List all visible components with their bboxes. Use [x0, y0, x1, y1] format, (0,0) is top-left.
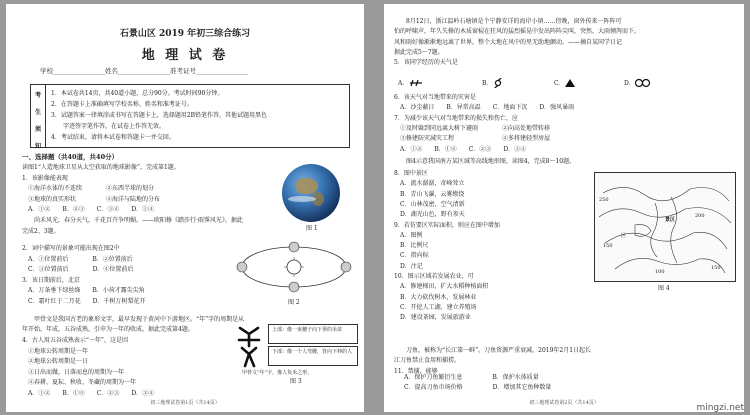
question-line: A．万条垂下绿丝绦 B．小荷才露尖尖角	[22, 287, 145, 295]
q11-option-cd: C．提高刀鱼市场价格 D．增加其它鱼种数量	[398, 384, 552, 391]
question-line: 江刀鱼禁止食用和捕捞。	[394, 357, 461, 365]
scenic-area-label: 景区	[665, 217, 676, 223]
question-line: 读图1“人造地球卫星从太空获取的地球影像”，完成第1题。	[22, 164, 180, 171]
q11-option-ab: A．保护刀鱼繁衍生息 B．保护水体质量	[398, 374, 539, 381]
question-line: 2．词中描写的景象可能出现在图2中	[22, 245, 120, 252]
contour-label: 150	[711, 265, 721, 271]
question-line: A．①② B．②③ C．③④ D．①④	[22, 206, 155, 214]
question-line: A．流水潺潺，奇峰耸立	[394, 180, 465, 188]
question-line: ③地球的真实形状 ④海洋与陆地的分布	[22, 195, 161, 203]
question-line: ③日出而做，日落而息的周期为一年	[22, 368, 125, 376]
page-1-footer: 初三地理试卷第1页（共14页）	[150, 400, 220, 406]
section-heading: 一、选择题（共40道，共40分）	[22, 153, 119, 161]
question-line: D．湖光山色，野有参天	[394, 211, 465, 219]
question-line: ③修建防灾减灾工程 ④多将建轻型房屋	[394, 135, 551, 143]
question-line: 据此完成5～7题。	[394, 48, 444, 56]
question-line: A．修建梯田，扩大水稻种植面积	[394, 283, 489, 291]
site-watermark: mingzi.net	[696, 403, 744, 413]
figure-3-note: 甲骨文“年”字，像人负禾之形。	[242, 370, 313, 376]
page-2	[384, 4, 744, 412]
contour-label: 150	[603, 243, 613, 249]
rain-symbol-icon	[408, 78, 424, 88]
q5-option-d: D．	[624, 80, 635, 87]
question-line: A．①位置前后 B．②位置前后	[22, 255, 133, 263]
subject-title: 地 理 试 卷	[141, 48, 229, 63]
question-line: 图4示意我国南方某区域等高线地形图，读图4，完成8～10题。	[394, 158, 576, 165]
question-line: C．山林茂密，空气清新	[394, 200, 465, 208]
question-line: 年开始。年成，五谷成熟，引申为一年的收成。据此完成第4题。	[22, 326, 194, 333]
question-line: C．开挖人工湖，建立养殖场	[394, 303, 477, 311]
question-line: 1．该影像能表现	[22, 174, 68, 182]
question-line: ④春耕、夏耘、秋收、冬藏的周期为一年	[22, 379, 137, 387]
page-2-footer: 初三地理试卷第2页（共14页）	[529, 400, 599, 406]
notice-label: 考 生 须 知	[31, 85, 46, 147]
question-line: A．①② B．①④ C．②③ D．③④	[394, 145, 527, 153]
notice-line: 3．试题答案一律填涂或书写在答题卡上，选择题用2B铅笔作答，其他试题用黑色	[51, 112, 268, 119]
notice-line: 4．考试结束，请将本试卷和答题卡一并交回。	[51, 134, 175, 141]
notice-box	[30, 84, 350, 148]
question-line: B．比例尺	[394, 242, 429, 250]
contour-label: 100	[655, 269, 665, 275]
question-line: 8．图中景区	[394, 170, 428, 177]
q5-option-c: C．	[554, 80, 565, 87]
figure-3-upper-note: 上部：像一束穗子向下垂的禾苗	[268, 324, 358, 344]
question-line: D．注记	[394, 262, 423, 270]
question-line: ①及时躲到同远离大树下避雨 ②向高处地带转移	[394, 124, 551, 132]
earth-image	[282, 164, 340, 222]
question-line: C．指向标	[394, 252, 429, 260]
contour-map	[594, 172, 736, 282]
question-line: D．建设茶园，发展旅游业	[394, 314, 471, 322]
question-line: 9．若仿要区实际面积，则应在图中增加	[394, 221, 500, 229]
figure-1-caption: 图 1	[306, 225, 318, 232]
question-line: 8月12日，浙江温岭石塘镇是个宁静安详的海岸小镇……傍晚，窗外传来一阵阵可	[394, 18, 622, 25]
question-line: 怕的呼啸声，年久失修的木质窗棂在狂风的猛烈摇晃中发出阵阵尖叫，突然，大雨倾泻而下。	[394, 28, 641, 36]
notice-line: 字迹签字笔作答，在试卷上作答无效。	[51, 123, 166, 130]
figure-4-caption: 图 4	[658, 285, 670, 292]
student-info: 学校________________姓名________________准考证号________________	[40, 67, 248, 75]
question-line: A．图例	[394, 231, 423, 239]
page-1	[6, 4, 364, 412]
question-line: 7．为减少该天气对当地带来的损失和伤亡，应	[394, 114, 518, 122]
question-line: 11．禁捕，能够	[394, 367, 438, 375]
sandstorm-symbol-icon	[634, 78, 652, 88]
question-line: C．霜叶红于二月花 D．千树万树梨花开	[22, 298, 146, 305]
question-line: ①地球公转周期是一年	[22, 347, 89, 355]
typhoon-symbol-icon	[492, 78, 504, 88]
orbit-diagram	[232, 236, 356, 298]
figure-3-lower-note: 下部：像一个人弯腰，背向下伸的人	[268, 346, 358, 366]
contour-label: 200	[695, 213, 705, 219]
q5-option-b: B．	[482, 80, 493, 87]
question-line: ①海洋水体的不连续 ②东西半球的划分	[22, 185, 155, 193]
question-line: 刀鱼，被称为“长江第一鲜”，刀鱼资源严重衰减，2019年2月1日起长	[394, 347, 592, 354]
question-line: 5．该同学经历的天气是	[394, 59, 458, 67]
area-label: 区	[621, 233, 627, 239]
figure-3-caption: 图 3	[290, 378, 302, 385]
oracle-character-image	[234, 324, 264, 368]
question-line: B．青山飞瀑，云雾缭绕	[394, 190, 465, 198]
question-line: A．①② B．①④ C．②③ D．③④	[22, 390, 155, 397]
cold-front-symbol-icon	[564, 78, 576, 88]
question-line: ②地球公转周期是一日	[22, 358, 89, 366]
question-line: 4．古人用五谷成熟表示“一年”，这是因	[22, 337, 128, 344]
question-line: 尚禾风光，春分天气，千花百卉争明媚。——欧阳修《踏莎行·雨霁风光》。据此	[22, 217, 243, 224]
question-line: 完成2、3题。	[22, 227, 60, 235]
question-line: B．大力砍伐树木，发展林业	[394, 293, 477, 301]
q5-option-a: A．	[398, 80, 409, 87]
notice-line: 2．在答题卡上准确填写学校名称、姓名和准考证号。	[51, 101, 193, 108]
question-line: 风和雨好像渐渐地远离了世界，整个大地在风中的里无助地颤动。——摘自某同学日记	[394, 38, 623, 46]
figure-2-caption: 图 2	[288, 299, 300, 306]
question-line: 6．该天气对当地带来的灾害是	[394, 94, 476, 101]
question-line: A．沙尘蔽日 B．异常高温 C．地面下沉 D．强风暴雨	[394, 104, 575, 112]
contour-label: 250	[599, 197, 609, 203]
notice-line: 1．本试卷共14页，共40道小题，总分90分。考试时间90分钟。	[51, 90, 224, 97]
question-line: 10．图示区域若发展农业，可	[394, 273, 474, 280]
question-line: 3．该日期前后，北京	[22, 276, 80, 284]
exam-title: 石景山区 2019 年初三综合练习	[119, 29, 251, 39]
question-line: 甲骨文是我国古老的象形文字，最早发现于黄河中下游地区。“年”字的周期是从	[22, 316, 245, 323]
question-line: C．③位置前后 D．④位置前后	[22, 266, 134, 274]
